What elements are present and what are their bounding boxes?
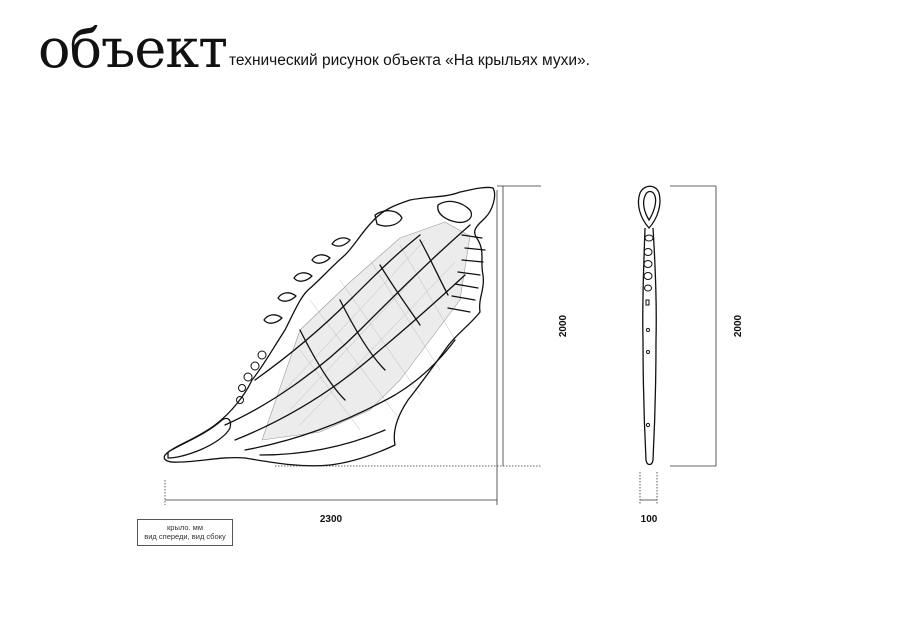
side-view-eyelets: [644, 235, 653, 427]
side-height-label: 2000: [733, 314, 744, 338]
side-width-label: 100: [640, 514, 658, 525]
wing-base: [168, 418, 231, 458]
page-title: объект: [38, 17, 227, 80]
wing-tip-lobe-2: [375, 211, 402, 226]
side-view-top-loop: [638, 186, 660, 228]
legend-box: [137, 519, 233, 546]
legend-line-2: вид спереди, вид сбоку: [144, 532, 226, 541]
wing-tip-lobe: [438, 201, 472, 222]
wing-left-eyelets: [237, 351, 267, 404]
page-subtitle: технический рисунок объекта «На крыльях мухи».: [229, 52, 590, 69]
side-view-top-loop-inner: [644, 192, 656, 221]
front-height-label: 2000: [558, 314, 569, 338]
legend-line-1: крыло. мм: [167, 523, 203, 532]
wing-membrane: [262, 222, 470, 440]
wing-side-view: [638, 186, 660, 464]
side-view-body: [643, 228, 657, 465]
wing-front-view: [164, 187, 494, 465]
front-width-label: 2300: [319, 514, 343, 525]
